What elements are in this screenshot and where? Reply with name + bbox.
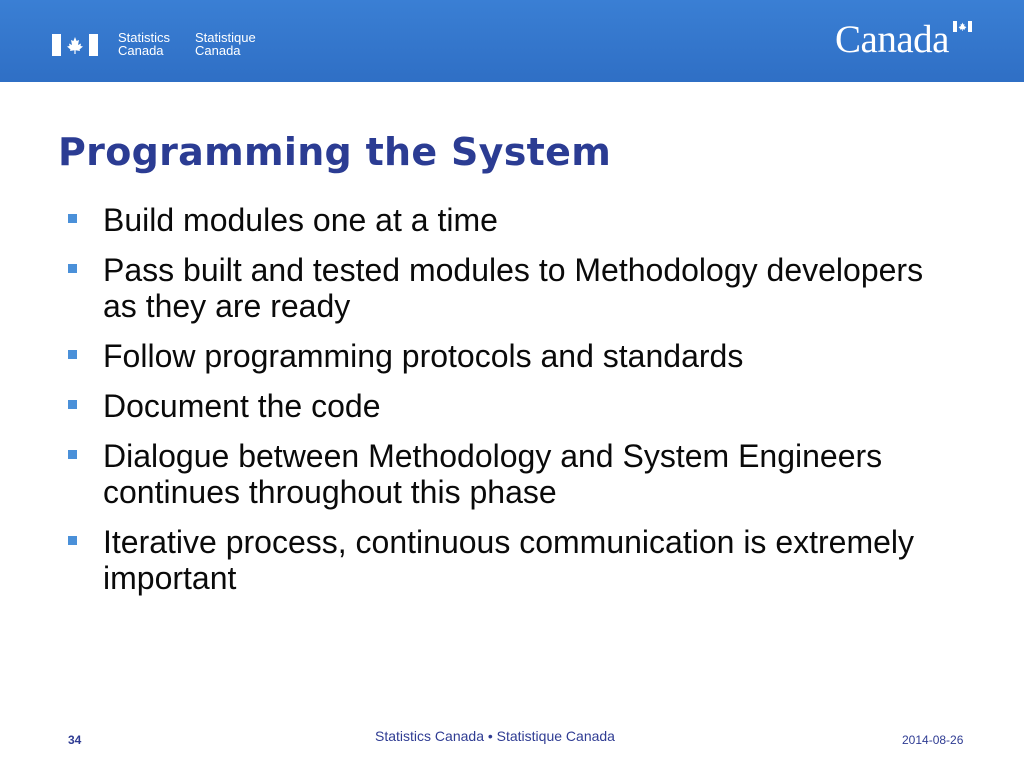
bullet-item <box>64 388 964 424</box>
agency-fr-line-1: Statistique <box>195 30 256 45</box>
footer-agency-text: Statistics Canada • Statistique Canada <box>375 728 615 744</box>
bullet-text: Dialogue between Methodology and System Engineers continues throughout this phase <box>103 438 883 510</box>
bullet-item <box>64 338 964 374</box>
agency-en-line-2: Canada <box>118 43 164 58</box>
page-number: 34 <box>68 733 82 747</box>
bullet-text: Build modules one at a time <box>103 202 498 238</box>
agency-name-english <box>118 31 170 57</box>
agency-name-french <box>195 31 256 57</box>
square-bullet-icon <box>68 214 77 223</box>
square-bullet-icon <box>68 350 77 359</box>
bullet-item <box>64 438 964 510</box>
bullet-item <box>64 202 964 238</box>
canada-flag-icon <box>52 34 98 56</box>
square-bullet-icon <box>68 400 77 409</box>
bullet-text: Document the code <box>103 388 381 424</box>
bullet-list <box>64 202 964 610</box>
wordmark-flag-icon <box>953 21 972 32</box>
bullet-item <box>64 252 964 324</box>
bullet-text: Pass built and tested modules to Methodology developers as they are ready <box>103 252 924 324</box>
footer-date: 2014-08-26 <box>902 733 964 747</box>
bullet-text: Follow programming protocols and standards <box>103 338 744 374</box>
bullet-text: Iterative process, continuous communication is extremely important <box>103 524 915 596</box>
agency-en-line-1: Statistics <box>118 30 171 45</box>
canada-wordmark: Canada <box>835 18 949 61</box>
square-bullet-icon <box>68 450 77 459</box>
slide-title: Programming the System <box>58 130 612 174</box>
square-bullet-icon <box>68 264 77 273</box>
header-banner <box>0 0 1024 82</box>
square-bullet-icon <box>68 536 77 545</box>
agency-fr-line-2: Canada <box>195 43 241 58</box>
bullet-item <box>64 524 964 596</box>
